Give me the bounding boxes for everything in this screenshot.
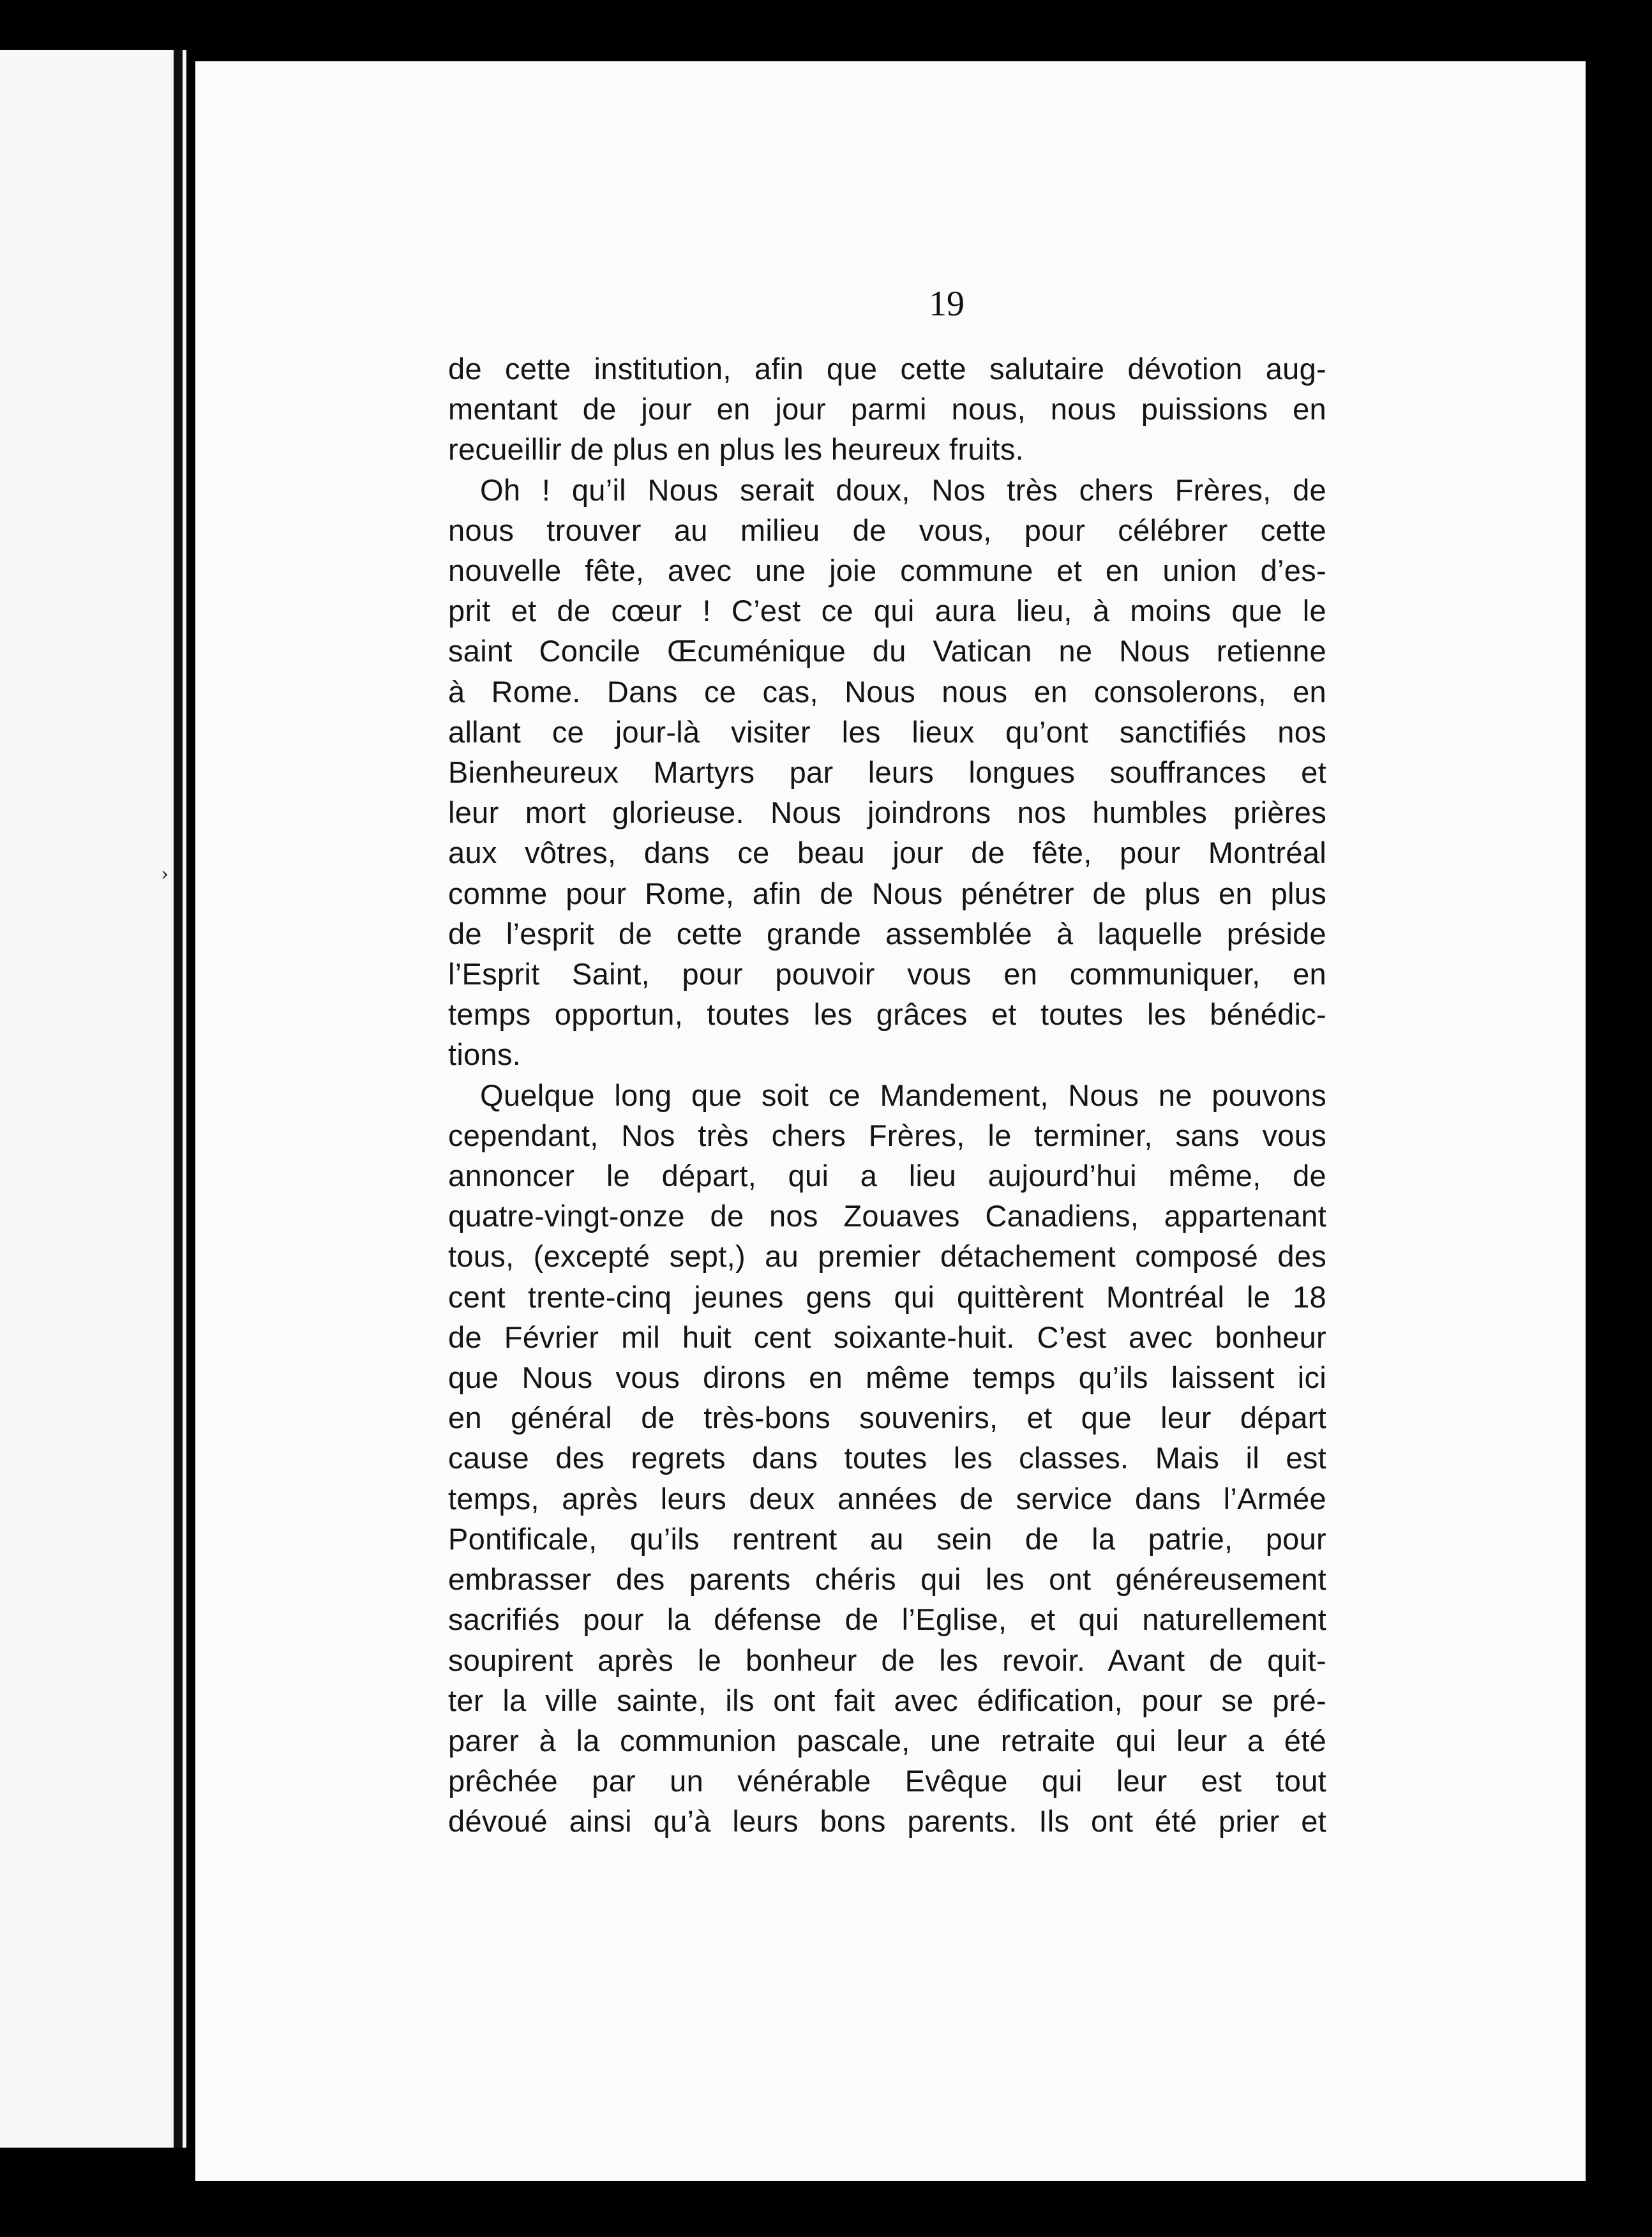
text-line: de cette institution, afin que cette salutaire dévotion aug-: [448, 352, 1326, 386]
text-line: saint Concile Œcuménique du Vatican ne Nous retienne: [448, 634, 1326, 668]
document-page: [195, 61, 1586, 2181]
text-line: cause des regrets dans toutes les classes. Mais il est: [448, 1441, 1326, 1475]
text-line: l’Esprit Saint, pour pouvoir vous en communiquer, en: [448, 957, 1326, 991]
text-line: leur mort glorieuse. Nous joindrons nos humbles prières: [448, 795, 1326, 830]
text-line: annoncer le départ, qui a lieu aujourd’hui même, de: [448, 1159, 1326, 1193]
text-line: tous, (excepté sept,) au premier détachement composé des: [448, 1239, 1326, 1274]
text-line: cependant, Nos très chers Frères, le terminer, sans vous: [448, 1118, 1326, 1152]
text-line: nouvelle fête, avec une joie commune et en union d’es-: [448, 554, 1326, 588]
text-line: cent trente-cinq jeunes gens qui quittèrent Montréal le 18: [448, 1279, 1326, 1314]
text-line: que Nous vous dirons en même temps qu’ils laissent ici: [448, 1360, 1326, 1395]
text-line: dévoué ainsi qu’à leurs bons parents. Ils ont été prier et: [448, 1804, 1326, 1839]
text-line: temps opportun, toutes les grâces et toutes les bénédic-: [448, 997, 1326, 1032]
text-line: tions.: [448, 1037, 522, 1072]
binding-shadow: [174, 50, 183, 2148]
page-number: 19: [929, 284, 965, 324]
text-line: allant ce jour-là visiter les lieux qu’ont sanctifiés nos: [448, 714, 1326, 749]
text-line: mentant de jour en jour parmi nous, nous puissions en: [448, 392, 1326, 426]
text-line: temps, après leurs deux années de service dans l’Armée: [448, 1481, 1326, 1516]
text-line: prit et de cœur ! C’est ce qui aura lieu, à moins que le: [448, 594, 1326, 628]
text-line: Pontificale, qu’ils rentrent au sein de la patrie, pour: [448, 1521, 1326, 1556]
text-line: Bienheureux Martyrs par leurs longues souffrances et: [448, 755, 1326, 790]
text-line: de Février mil huit cent soixante-huit. C’est avec bonheur: [448, 1320, 1326, 1354]
text-line: embrasser des parents chéris qui les ont généreusement: [448, 1562, 1326, 1597]
text-line: Quelque long que soit ce Mandement, Nous ne pouvons: [480, 1078, 1326, 1112]
text-line: comme pour Rome, afin de Nous pénétrer de plus en plus: [448, 876, 1326, 910]
text-line: soupirent après le bonheur de les revoir. Avant de quit-: [448, 1643, 1326, 1677]
text-line: ter la ville sainte, ils ont fait avec édification, pour se pré-: [448, 1683, 1326, 1717]
text-line: parer à la communion pascale, une retraite qui leur a été: [448, 1723, 1326, 1758]
left-page-edge: [0, 50, 186, 2148]
text-line: sacrifiés pour la défense de l’Eglise, et qui naturellement: [448, 1602, 1326, 1637]
margin-mark: ›: [161, 863, 169, 885]
text-line: à Rome. Dans ce cas, Nous nous en consolerons, en: [448, 674, 1326, 709]
text-line: en général de très-bons souvenirs, et que leur départ: [448, 1401, 1326, 1435]
text-line: prêchée par un vénérable Evêque qui leur est tout: [448, 1764, 1326, 1798]
text-line: de l’esprit de cette grande assemblée à laquelle préside: [448, 916, 1326, 951]
text-line: Oh ! qu’il Nous serait doux, Nos très chers Frères, de: [480, 472, 1326, 507]
text-line: nous trouver au milieu de vous, pour célébrer cette: [448, 513, 1326, 547]
text-line: quatre-vingt-onze de nos Zouaves Canadiens, appartenant: [448, 1199, 1326, 1233]
text-line: recueillir de plus en plus les heureux fruits.: [448, 432, 1025, 467]
text-line: aux vôtres, dans ce beau jour de fête, pour Montréal: [448, 836, 1326, 870]
body-text: [448, 349, 1326, 1842]
